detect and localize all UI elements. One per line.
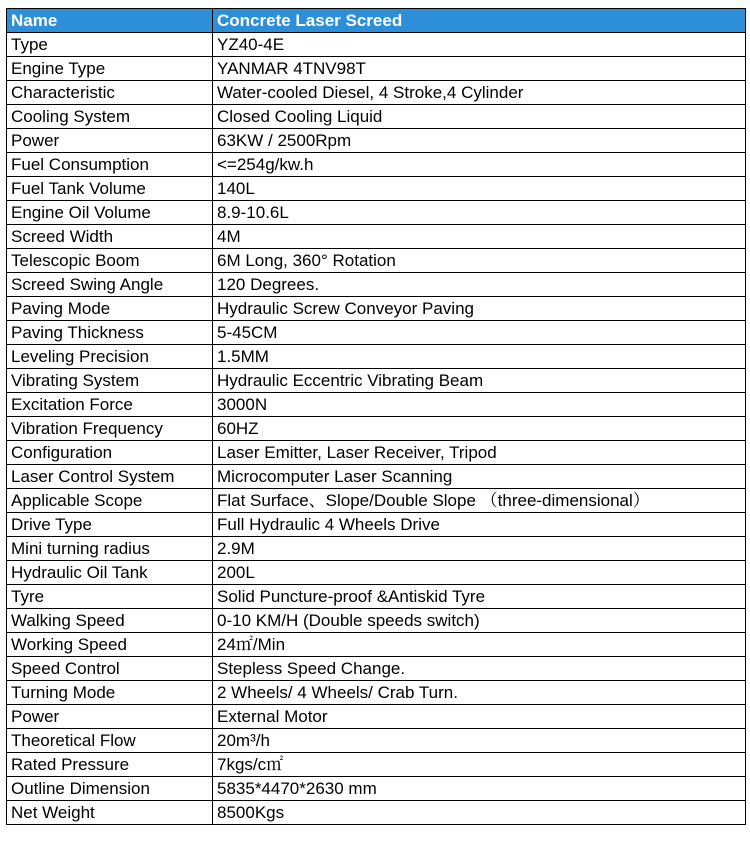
spec-value-cell: YZ40-4E — [213, 33, 746, 57]
spec-name-cell: Paving Thickness — [7, 321, 213, 345]
spec-name-cell: Outline Dimension — [7, 777, 213, 801]
table-row — [7, 177, 746, 201]
spec-value-cell: 200L — [213, 561, 746, 585]
spec-name-cell: Laser Control System — [7, 465, 213, 489]
spec-name-cell: Hydraulic Oil Tank — [7, 561, 213, 585]
spec-name-cell: Mini turning radius — [7, 537, 213, 561]
spec-value-cell: 8500Kgs — [213, 801, 746, 825]
table-row — [7, 705, 746, 729]
spec-value-cell: 6M Long, 360° Rotation — [213, 249, 746, 273]
table-row — [7, 345, 746, 369]
spec-value-cell: 5-45CM — [213, 321, 746, 345]
table-row — [7, 585, 746, 609]
table-row — [7, 441, 746, 465]
spec-value-cell: 120 Degrees. — [213, 273, 746, 297]
table-row — [7, 801, 746, 825]
spec-name-cell: Vibrating System — [7, 369, 213, 393]
spec-name-cell: Vibration Frequency — [7, 417, 213, 441]
spec-name-cell: Walking Speed — [7, 609, 213, 633]
table-row — [7, 393, 746, 417]
spec-name-cell: Power — [7, 705, 213, 729]
spec-value-cell: Laser Emitter, Laser Receiver, Tripod — [213, 441, 746, 465]
spec-name-cell: Engine Type — [7, 57, 213, 81]
table-row — [7, 561, 746, 585]
spec-name-cell: Speed Control — [7, 657, 213, 681]
table-row — [7, 273, 746, 297]
spec-name-cell: Power — [7, 129, 213, 153]
table-row — [7, 105, 746, 129]
spec-value-cell: 0-10 KM/H (Double speeds switch) — [213, 609, 746, 633]
table-row — [7, 201, 746, 225]
spec-value-cell: <=254g/kw.h — [213, 153, 746, 177]
spec-name-cell: Fuel Tank Volume — [7, 177, 213, 201]
spec-table-body — [7, 33, 746, 825]
spec-value-cell: 7kgs/c㎡ — [213, 753, 746, 777]
table-row — [7, 417, 746, 441]
spec-value-cell: Hydraulic Screw Conveyor Paving — [213, 297, 746, 321]
table-row — [7, 81, 746, 105]
spec-value-cell: 60HZ — [213, 417, 746, 441]
spec-name-cell: Rated Pressure — [7, 753, 213, 777]
spec-value-cell: External Motor — [213, 705, 746, 729]
spec-value-cell: 3000N — [213, 393, 746, 417]
header-value-cell: Concrete Laser Screed — [213, 9, 746, 33]
spec-name-cell: Paving Mode — [7, 297, 213, 321]
spec-value-cell: 8.9-10.6L — [213, 201, 746, 225]
spec-value-cell: 4M — [213, 225, 746, 249]
spec-name-cell: Leveling Precision — [7, 345, 213, 369]
spec-value-cell: Microcomputer Laser Scanning — [213, 465, 746, 489]
spec-value-cell: Closed Cooling Liquid — [213, 105, 746, 129]
spec-name-cell: Engine Oil Volume — [7, 201, 213, 225]
spec-name-cell: Screed Width — [7, 225, 213, 249]
table-row — [7, 657, 746, 681]
spec-value-cell: 1.5MM — [213, 345, 746, 369]
spec-value-cell: 5835*4470*2630 mm — [213, 777, 746, 801]
spec-name-cell: Type — [7, 33, 213, 57]
table-row — [7, 369, 746, 393]
spec-name-cell: Drive Type — [7, 513, 213, 537]
spec-value-cell: Solid Puncture-proof &Antiskid Tyre — [213, 585, 746, 609]
table-row — [7, 633, 746, 657]
spec-value-cell: 2 Wheels/ 4 Wheels/ Crab Turn. — [213, 681, 746, 705]
spec-name-cell: Working Speed — [7, 633, 213, 657]
spec-value-cell: Stepless Speed Change. — [213, 657, 746, 681]
table-row — [7, 321, 746, 345]
table-row — [7, 225, 746, 249]
table-row — [7, 753, 746, 777]
table-row — [7, 465, 746, 489]
spec-name-cell: Telescopic Boom — [7, 249, 213, 273]
table-row — [7, 609, 746, 633]
spec-value-cell: 2.9M — [213, 537, 746, 561]
spec-name-cell: Cooling System — [7, 105, 213, 129]
table-row — [7, 513, 746, 537]
spec-value-cell: Water-cooled Diesel, 4 Stroke,4 Cylinder — [213, 81, 746, 105]
spec-value-cell: 24㎡/Min — [213, 633, 746, 657]
header-name-cell: Name — [7, 9, 213, 33]
spec-value-cell: 63KW / 2500Rpm — [213, 129, 746, 153]
table-row — [7, 153, 746, 177]
spec-name-cell: Theoretical Flow — [7, 729, 213, 753]
spec-name-cell: Applicable Scope — [7, 489, 213, 513]
spec-value-cell: YANMAR 4TNV98T — [213, 57, 746, 81]
table-row — [7, 489, 746, 513]
spec-value-cell: 140L — [213, 177, 746, 201]
spec-name-cell: Turning Mode — [7, 681, 213, 705]
table-row — [7, 777, 746, 801]
table-row — [7, 297, 746, 321]
table-row — [7, 33, 746, 57]
spec-name-cell: Screed Swing Angle — [7, 273, 213, 297]
table-row — [7, 129, 746, 153]
spec-name-cell: Fuel Consumption — [7, 153, 213, 177]
spec-name-cell: Configuration — [7, 441, 213, 465]
spec-name-cell: Excitation Force — [7, 393, 213, 417]
spec-value-cell: 20m³/h — [213, 729, 746, 753]
table-row — [7, 537, 746, 561]
table-row — [7, 729, 746, 753]
spec-name-cell: Tyre — [7, 585, 213, 609]
spec-name-cell: Characteristic — [7, 81, 213, 105]
table-header-row — [7, 9, 746, 33]
table-row — [7, 681, 746, 705]
table-row — [7, 57, 746, 81]
spec-value-cell: Full Hydraulic 4 Wheels Drive — [213, 513, 746, 537]
spec-table — [6, 8, 746, 825]
spec-value-cell: Hydraulic Eccentric Vibrating Beam — [213, 369, 746, 393]
spec-name-cell: Net Weight — [7, 801, 213, 825]
spec-value-cell: Flat Surface、Slope/Double Slope （three-dimensional） — [213, 489, 746, 513]
table-row — [7, 249, 746, 273]
